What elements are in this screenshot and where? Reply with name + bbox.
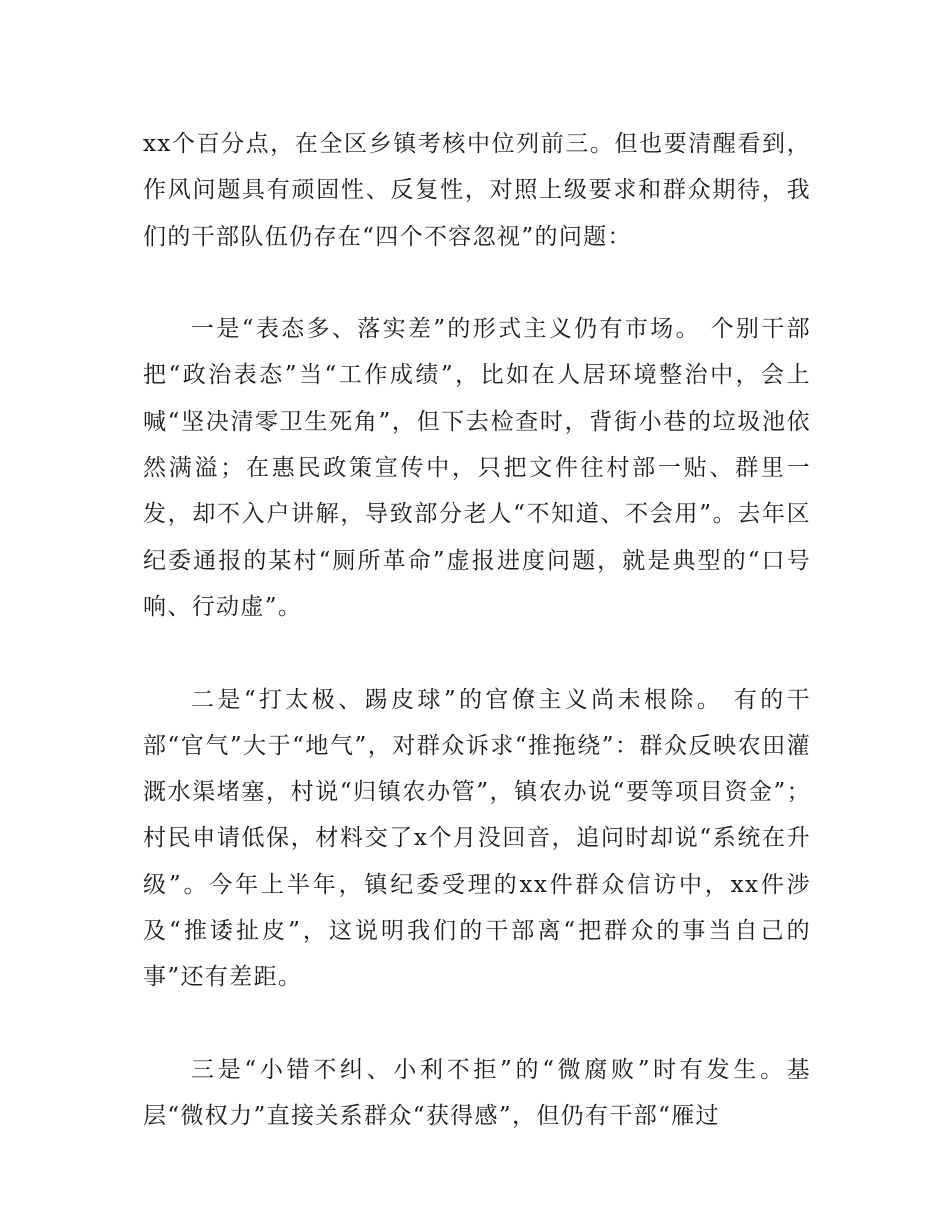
paragraph-micro-corruption: 三是“小错不纠、小利不拒”的“微腐败”时有发生。基层“微权力”直接关系群众“获得感”，但仍有干部“雁过 bbox=[143, 1056, 811, 1130]
paragraph-bureaucratism: 二是“打太极、踢皮球”的官僚主义尚未根除。 有的干部“官气”大于“地气”，对群众诉求“推拖绕”：群众反映农田灌溉水渠堵塞，村说“归镇农办管”，镇农办说“要等项目资金”；村民申请低保，材料交了x个月没回音，追问时却说“系统在升级”。今年上半年，镇纪委受理的xx件群众信访中，xx件涉及“推诿扯皮”，这说明我们的干部离“把群众的事当自己的事”还有差距。 bbox=[143, 686, 811, 991]
paragraph-formalism: 一是“表态多、落实差”的形式主义仍有市场。 个别干部把“政治表态”当“工作成绩”，比如在人居环境整治中，会上喊“坚决清零卫生死角”，但下去检查时，背街小巷的垃圾池依然满溢；在惠民政策宣传中，只把文件往村部一贴、群里一发，却不入户讲解，导致部分老人“不知道、不会用”。去年区纪委通报的某村“厕所革命”虚报进度问题，就是典型的“口号响、行动虚”。 bbox=[143, 316, 811, 620]
paragraph-continued-intro: xx个百分点，在全区乡镇考核中位列前三。但也要清醒看到，作风问题具有顽固性、反复性，对照上级要求和群众期待，我们的干部队伍仍存在“四个不容忽视”的问题： bbox=[143, 131, 811, 250]
body-text bbox=[143, 121, 811, 1140]
